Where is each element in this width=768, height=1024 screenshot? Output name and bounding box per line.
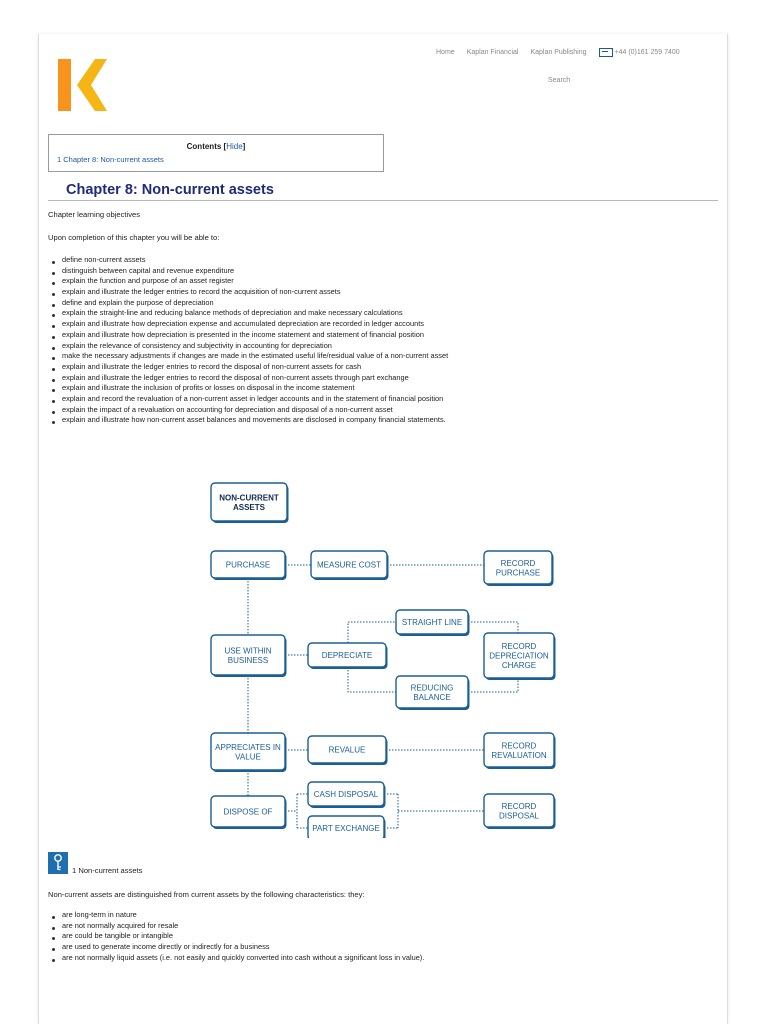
- node-label: REDUCING: [410, 683, 454, 693]
- toc-title-text: Contents: [186, 142, 222, 151]
- node-label: RECORD: [501, 642, 537, 651]
- section-intro: Non-current assets are distinguished from current assets by the following characteristics: they:: [48, 890, 365, 899]
- node-label: STRAIGHT LINE: [401, 618, 463, 627]
- list-item: are long-term in nature: [50, 910, 424, 921]
- node-dispose-of: [211, 796, 287, 829]
- node-label: MEASURE COST: [316, 560, 382, 570]
- node-label: CHARGE: [501, 661, 537, 670]
- node-record-depreciation: [484, 633, 556, 680]
- node-label: NON-CURRENT: [219, 493, 279, 503]
- nav-kaplan-financial-link[interactable]: Kaplan Financial: [466, 49, 519, 56]
- characteristics-list: [50, 910, 424, 963]
- phone-contact: [599, 48, 680, 57]
- node-label: PART EXCHANGE: [312, 824, 380, 833]
- list-item: make the necessary adjustments if changes are made in the estimated useful life/residual value of a non-current asset: [50, 351, 448, 362]
- node-record-revaluation: [484, 733, 556, 769]
- list-item: explain the straight-line and reducing balance methods of depreciation and make necessary calculations: [50, 308, 448, 319]
- node-purchase: [211, 551, 287, 580]
- node-label: PURCHASE: [495, 568, 541, 578]
- nav-home-link[interactable]: Home: [436, 49, 455, 56]
- table-of-contents: [48, 134, 384, 172]
- list-item: are could be tangible or intangible: [50, 931, 424, 942]
- list-item: explain and illustrate how depreciation expense and accumulated depreciation are recorded in ledger accounts: [50, 319, 448, 330]
- node-record-purchase: [484, 551, 554, 586]
- node-revalue: [308, 736, 388, 765]
- node-straight-line: [396, 610, 470, 636]
- phone-number: +44 (0)161 259 7400: [614, 49, 680, 56]
- list-item: are not normally liquid assets (i.e. not easily and quickly converted into cash without a significant loss in value).: [50, 953, 424, 964]
- node-label: REVALUATION: [491, 750, 547, 760]
- list-item: define non-current assets: [50, 255, 448, 266]
- node-label: DISPOSAL: [498, 811, 540, 821]
- top-nav: [436, 48, 680, 57]
- node-label: RECORD: [501, 801, 537, 811]
- objectives-intro: Upon completion of this chapter you will be able to:: [48, 233, 220, 242]
- objectives-list: [50, 255, 448, 426]
- kaplan-logo[interactable]: [55, 58, 107, 112]
- connector-line: [468, 622, 518, 633]
- title-divider: [48, 200, 718, 201]
- list-item: define and explain the purpose of depreciation: [50, 298, 448, 309]
- node-label: PURCHASE: [225, 560, 271, 570]
- node-label: ASSETS: [232, 502, 266, 512]
- node-label: DEPRECIATE: [321, 651, 373, 660]
- list-item: are used to generate income directly or indirectly for a business: [50, 942, 424, 953]
- connector-line: [348, 622, 396, 643]
- list-item: explain and record the revaluation of a non-current asset in ledger accounts and in the statement of financial position: [50, 394, 448, 405]
- node-use-within-business: [211, 635, 287, 677]
- objectives-heading: Chapter learning objectives: [48, 210, 141, 219]
- list-item: explain and illustrate the ledger entries to record the acquisition of non-current assets: [50, 287, 448, 298]
- node-depreciate: [308, 643, 388, 669]
- node-label: VALUE: [235, 752, 261, 762]
- node-label: CASH DISPOSAL: [313, 790, 379, 799]
- list-item: explain and illustrate the inclusion of profits or losses on disposal in the income statement: [50, 383, 448, 394]
- node-label: RECORD: [501, 741, 537, 751]
- list-item: explain the relevance of consistency and subjectivity in accounting for depreciation: [50, 341, 448, 352]
- non-current-assets-flow-diagram: [200, 478, 570, 838]
- node-appreciates-in-value: [211, 733, 287, 772]
- node-measure-cost: [311, 551, 389, 580]
- node-non-current-assets: [211, 483, 289, 523]
- node-label: USE WITHIN: [224, 646, 272, 656]
- node-label: DEPRECIATION: [489, 651, 549, 661]
- search-link[interactable]: Search: [548, 77, 571, 84]
- node-cash-disposal: [308, 782, 386, 808]
- node-label: BALANCE: [413, 692, 451, 702]
- node-label: BUSINESS: [227, 655, 269, 665]
- list-item: are not normally acquired for resale: [50, 921, 424, 932]
- list-item: explain and illustrate how depreciation is presented in the income statement and statement of financial position: [50, 330, 448, 341]
- node-label: DISPOSE OF: [223, 807, 273, 817]
- node-label: REVALUE: [328, 745, 366, 755]
- node-part-exchange: [308, 816, 386, 838]
- node-reducing-balance: [396, 676, 470, 710]
- connector-line: [468, 678, 518, 692]
- key-icon: [48, 852, 68, 874]
- node-label: RECORD: [500, 558, 536, 568]
- page-title: Chapter 8: Non-current assets: [66, 182, 274, 198]
- toc-hide-link[interactable]: Hide: [226, 142, 243, 151]
- list-item: explain and illustrate the ledger entries to record the disposal of non-current assets through part exchange: [50, 373, 448, 384]
- connector-line: [348, 667, 396, 692]
- node-record-disposal: [484, 794, 556, 829]
- list-item: explain the impact of a revaluation on accounting for depreciation and disposal of a non-current asset: [50, 405, 448, 416]
- phone-icon: [599, 48, 613, 57]
- section-heading: 1 Non-current assets: [72, 866, 143, 875]
- list-item: explain and illustrate the ledger entries to record the disposal of non-current assets for cash: [50, 362, 448, 373]
- nav-kaplan-publishing-link[interactable]: Kaplan Publishing: [530, 49, 587, 56]
- toc-title: Contents [Hide]: [186, 142, 246, 151]
- list-item: explain the function and purpose of an asset register: [50, 276, 448, 287]
- list-item: explain and illustrate how non-current asset balances and movements are disclosed in company financial statements.: [50, 415, 448, 426]
- toc-entry-chapter-8[interactable]: 1 Chapter 8: Non-current assets: [57, 155, 164, 164]
- node-label: APPRECIATES IN: [215, 742, 281, 752]
- list-item: distinguish between capital and revenue expenditure: [50, 266, 448, 277]
